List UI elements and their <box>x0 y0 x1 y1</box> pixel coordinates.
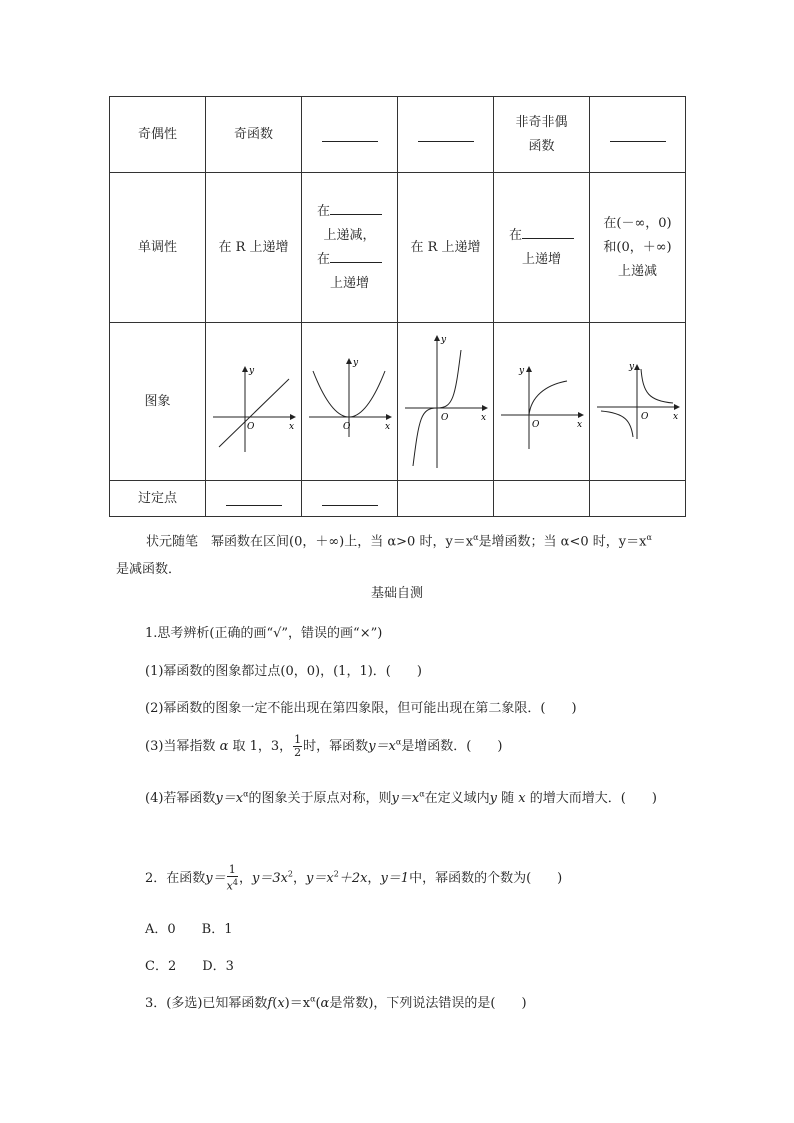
axis-label-x: x <box>576 419 582 430</box>
axis-label-y: y <box>352 357 358 368</box>
axis-label-y: y <box>518 365 524 376</box>
row-parity <box>110 97 686 173</box>
monotonic-sqrt: 在 上递增 <box>494 173 590 323</box>
graph-cube-svg <box>401 332 491 472</box>
power-function-properties-table <box>109 96 686 517</box>
answer-blank <box>522 224 574 239</box>
parity-square-blank <box>302 97 398 173</box>
graph-reciprocal-svg <box>593 347 683 457</box>
fixed-point-sqrt <box>494 481 590 517</box>
fixed-point-reciprocal <box>590 481 686 517</box>
parity-cube-blank <box>398 97 494 173</box>
fixed-point-label: 过定点 <box>110 481 206 517</box>
fixed-point-square-blank <box>302 481 398 517</box>
monotonic-square: 在 上递减， 在 上递增 <box>302 173 398 323</box>
graph-label: 图象 <box>110 323 206 481</box>
graph-linear <box>206 323 302 481</box>
axis-label-x: x <box>672 411 678 422</box>
graph-sqrt <box>494 323 590 481</box>
q2-options-ab: A．0 B．1 <box>145 922 233 937</box>
q3-stem: 3．(多选)已知幂函数$f(x)=x^\alpha(\alpha$是常数)，下列说法错误的是( ) <box>145 994 527 1011</box>
answer-blank <box>330 248 382 263</box>
section-title: 基础自测 <box>370 586 423 601</box>
graph-sqrt-svg <box>497 347 587 457</box>
monotonic-linear: 在 R 上递增 <box>206 173 302 323</box>
answer-blank <box>322 127 378 142</box>
q1-statement-4: (4)若幂函数$y=x^\alpha$的图象关于原点对称，则$y=x^\alpha$在定义域内y 随 x 的增大而增大．( ) <box>145 789 657 806</box>
axis-label-y: y <box>248 365 254 376</box>
origin-label: O <box>640 411 648 422</box>
answer-blank <box>226 491 282 506</box>
fixed-point-cube <box>398 481 494 517</box>
q1-statement-2: (2)幂函数的图象一定不能出现在第四象限，但可能出现在第二象限．( ) <box>145 701 577 716</box>
row-monotonicity <box>110 173 686 323</box>
tip-note: 状元随笔 幂函数在区间(0，＋∞)上，当 α>0 时，$y=x^\alpha$是增函数；当 α<0 时，$y=x^\alpha$ 是减函数． <box>116 533 652 578</box>
answer-blank <box>610 127 666 142</box>
parity-reciprocal-blank <box>590 97 686 173</box>
graph-square <box>302 323 398 481</box>
answer-blank <box>330 200 382 215</box>
fraction-one-over-x4: $\frac{1}{x^4}$ <box>226 863 238 893</box>
origin-label: O <box>342 421 350 432</box>
graph-square-svg <box>305 347 395 457</box>
axis-label-y: y <box>440 334 446 345</box>
monotonic-cube: 在 R 上递增 <box>398 173 494 323</box>
q1-statement-3: (3)当幂指数 α 取 1，3， $\frac{1}{2}$ 时，幂函数$y=x^\alpha$是增函数．( ) <box>145 733 503 759</box>
axis-label-x: x <box>288 421 294 432</box>
row-fixed-point <box>110 481 686 517</box>
answer-blank <box>418 127 474 142</box>
graph-linear-svg <box>209 347 299 457</box>
axis-label-x: x <box>480 412 486 423</box>
origin-label: O <box>531 419 539 430</box>
q2-options-cd: C．2 D．3 <box>145 959 234 974</box>
monotonic-label: 单调性 <box>110 173 206 323</box>
axis-label-y: y <box>628 361 634 372</box>
fixed-point-linear-blank <box>206 481 302 517</box>
parity-sqrt: 非奇非偶 函数 <box>494 97 590 173</box>
answer-blank <box>322 491 378 506</box>
q1-statement-1: (1)幂函数的图象都过点(0，0)，(1，1)．( ) <box>145 664 422 679</box>
graph-cube <box>398 323 494 481</box>
fraction-one-half: $\frac{1}{2}$ <box>294 733 302 759</box>
q1-stem: 1.思考辨析(正确的画“√”，错误的画“×”) <box>145 626 383 641</box>
origin-label: O <box>246 421 254 432</box>
parity-linear: 奇函数 <box>206 97 302 173</box>
monotonic-reciprocal: 在(－∞，0) 和(0，＋∞) 上递减 <box>590 173 686 323</box>
row-graph <box>110 323 686 481</box>
axis-label-x: x <box>384 421 390 432</box>
graph-reciprocal <box>590 323 686 481</box>
q2-stem: 2．在函数y＝ $\frac{1}{x^4}$ ，$y=3x^2$，$y=x^2+2x$，y＝1中，幂函数的个数为( ) <box>145 863 563 893</box>
parity-label: 奇偶性 <box>110 97 206 173</box>
origin-label: O <box>440 412 448 423</box>
